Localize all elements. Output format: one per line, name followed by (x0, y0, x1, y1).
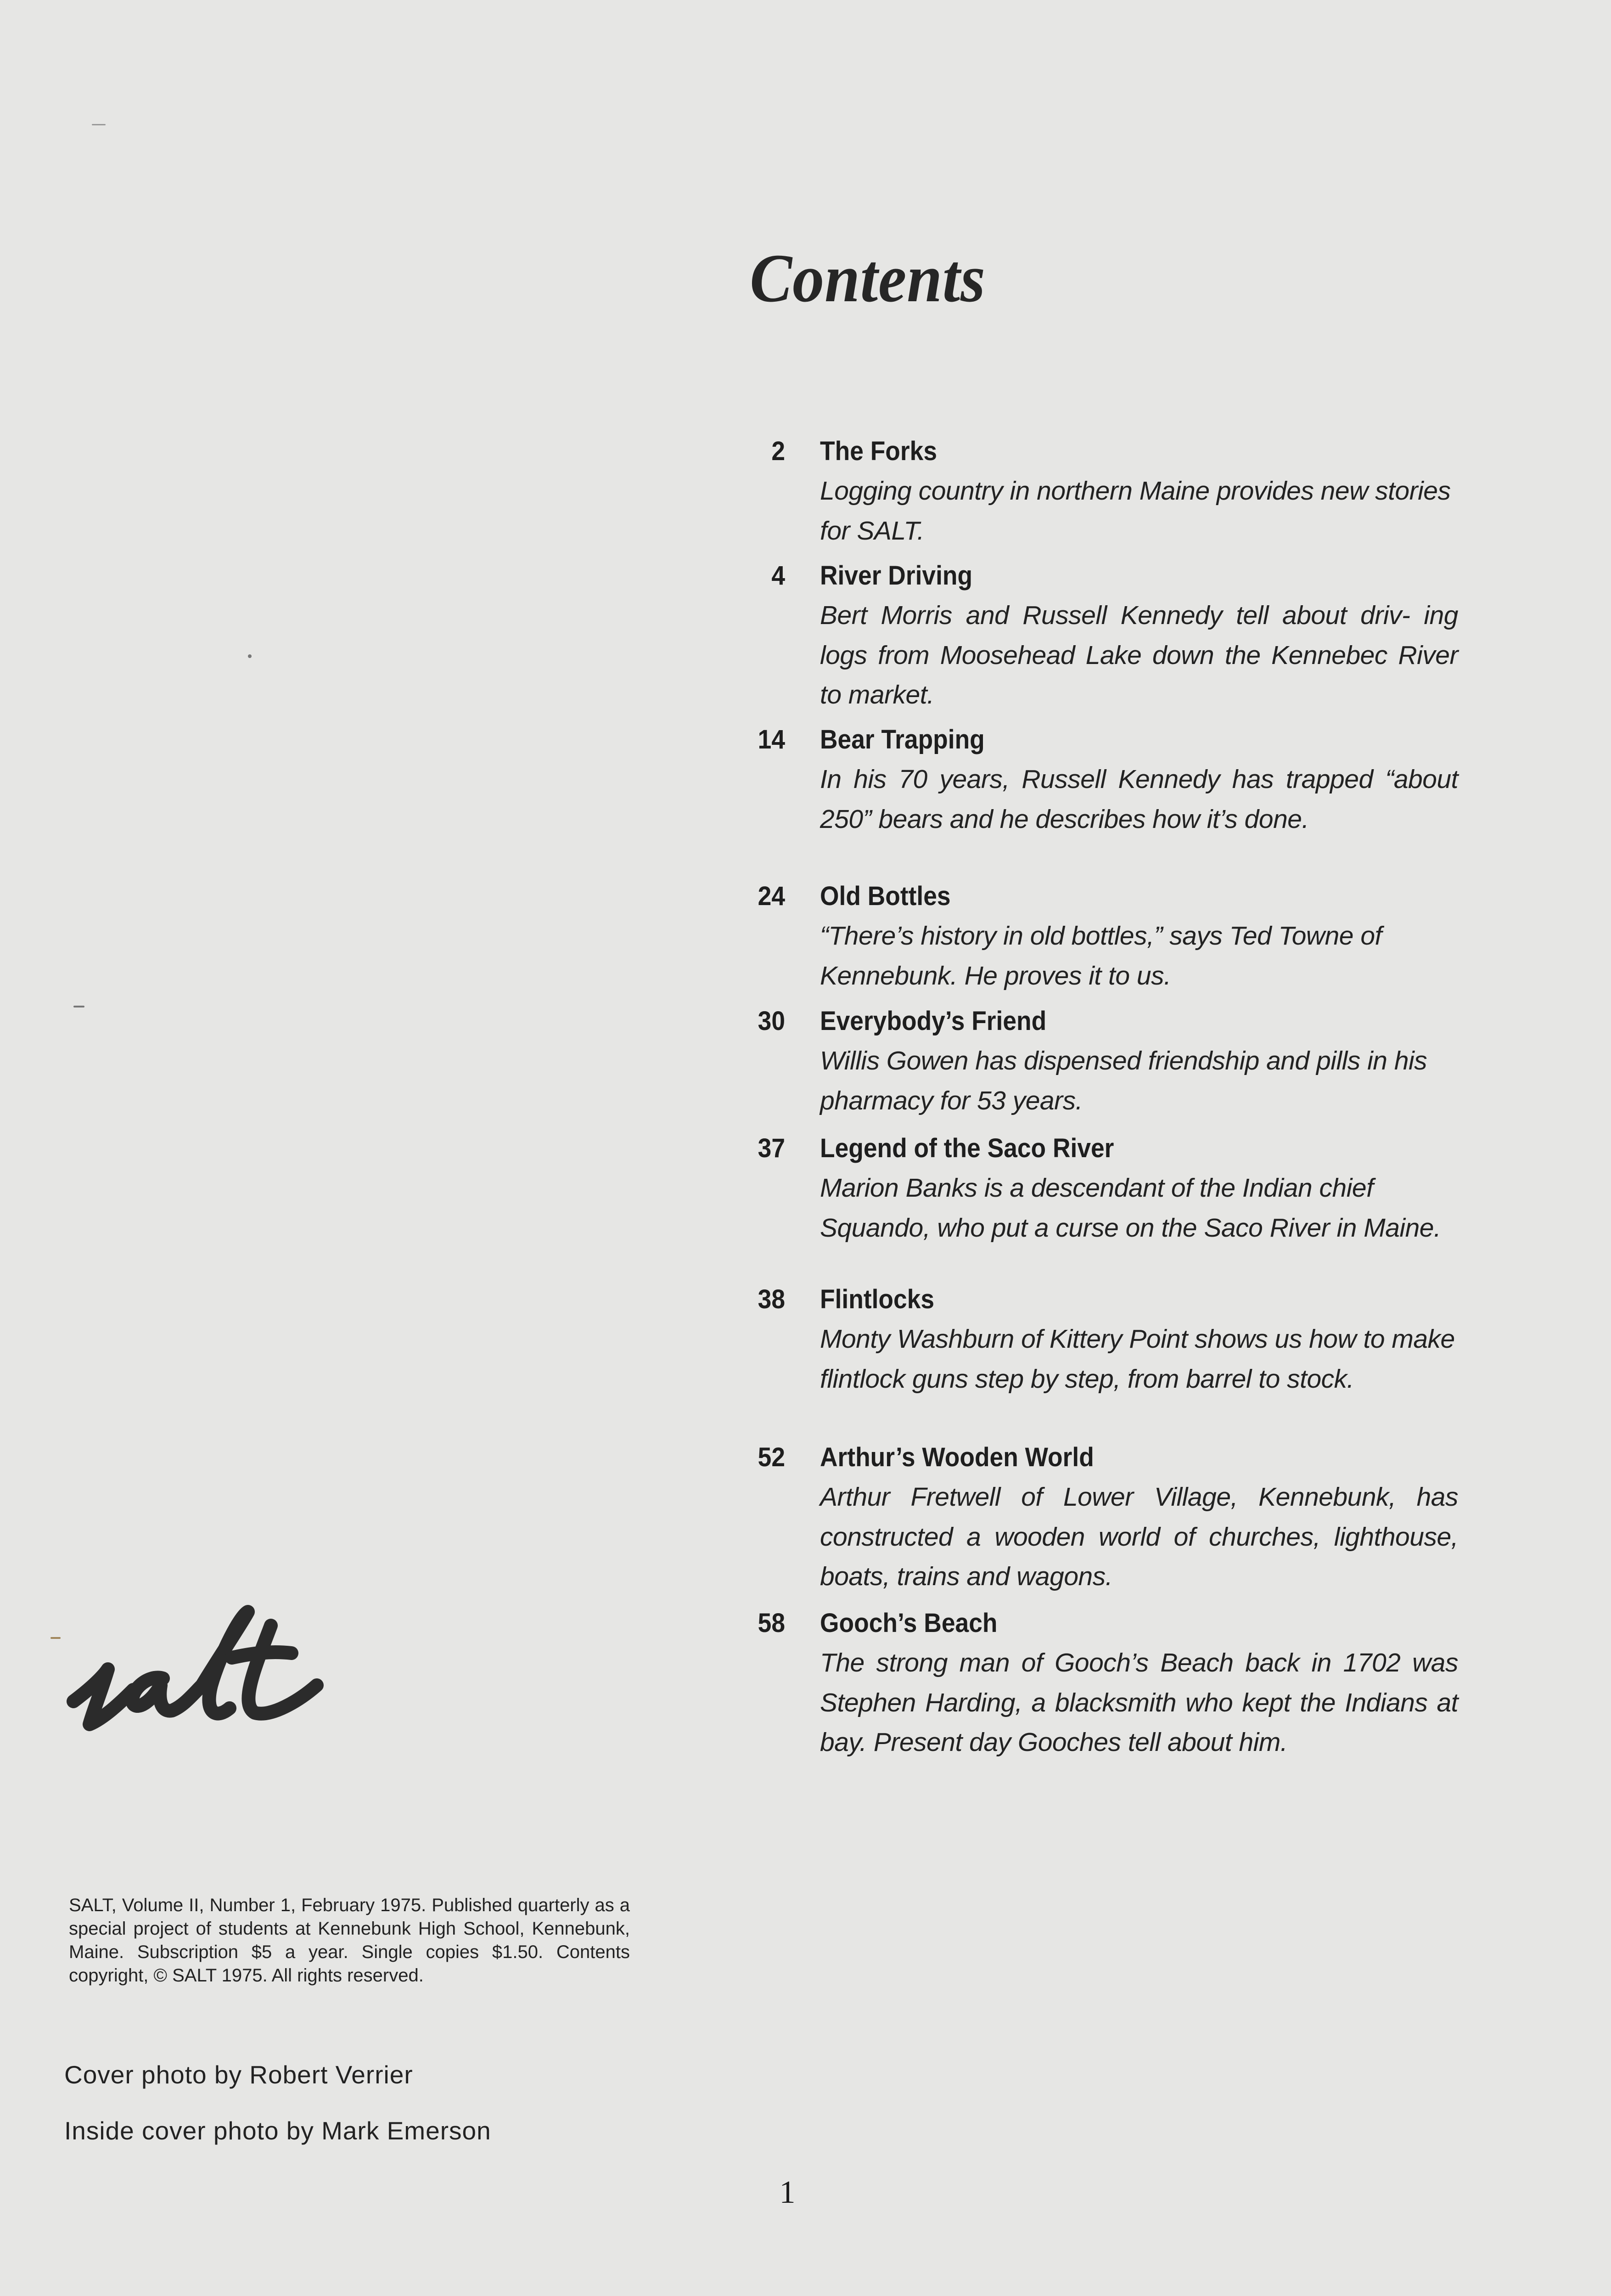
salt-logo (64, 1593, 340, 1750)
inside-cover-photo-credit: Inside cover photo by Mark Emerson (64, 2116, 491, 2145)
entry-page-number: 37 (758, 1133, 785, 1163)
entry-page-number: 38 (758, 1284, 785, 1314)
page-number: 1 (779, 2175, 796, 2210)
paper-mark (92, 124, 106, 125)
entry-page-number: 24 (758, 881, 785, 911)
entry-description: “There’s history in old bottles,” says Ted Towne of Kennebunk. He proves it to us. (820, 921, 1382, 990)
entry-title: River Driving (820, 561, 973, 591)
entry-page-number: 30 (758, 1006, 785, 1036)
entry-description: Bert Morris and Russell Kennedy tell about driv- ing logs from Moosehead Lake down the Kennebec River to market. (820, 601, 1458, 709)
entry-title: Legend of the Saco River (820, 1133, 1114, 1163)
entry-page-number: 14 (758, 725, 785, 754)
entry-description: Logging country in northern Maine provides new stories for SALT. (820, 476, 1451, 546)
entry-description: The strong man of Gooch’s Beach back in 1702 was Stephen Harding, a blacksmith who kept the Indians at bay. Present day Gooches tell about him. (820, 1648, 1458, 1757)
entry-page-number: 58 (758, 1608, 785, 1638)
entry-description: Arthur Fretwell of Lower Village, Kennebunk, has constructed a wooden world of churches, lighthouse, boats, trains and wagons. (820, 1482, 1458, 1591)
paper-mark (51, 1637, 61, 1639)
entry-title: Everybody’s Friend (820, 1006, 1047, 1036)
entry-page-number: 2 (771, 436, 785, 466)
entry-description: Willis Gowen has dispensed friendship and pills in his pharmacy for 53 years. (820, 1046, 1427, 1115)
paper-speck (248, 654, 252, 658)
entry-description: Marion Banks is a descendant of the Indian chief Squando, who put a curse on the Saco River in Maine. (820, 1173, 1441, 1243)
entry-title: Gooch’s Beach (820, 1608, 998, 1638)
entry-title: Flintlocks (820, 1284, 935, 1314)
entry-description: Monty Washburn of Kittery Point shows us how to make flintlock guns step by step, from barrel to stock. (820, 1324, 1455, 1394)
cover-photo-credit: Cover photo by Robert Verrier (64, 2060, 413, 2089)
publication-note: SALT, Volume II, Number 1, February 1975. Published quarterly as a special project of students at Kennebunk High School, Kennebunk, Maine. Subscription $5 a year. Single copies $1.50. Contents copyright, © SALT 1975. All rights reserved. (69, 1895, 630, 1986)
entry-page-number: 52 (758, 1442, 785, 1472)
page-title: Contents (750, 240, 986, 316)
entry-title: The Forks (820, 436, 937, 466)
paper-mark (73, 1006, 84, 1007)
entry-title: Old Bottles (820, 881, 951, 911)
entry-description: In his 70 years, Russell Kennedy has trapped “about 250” bears and he describes how it’s done. (820, 765, 1458, 834)
entry-title: Arthur’s Wooden World (820, 1442, 1094, 1472)
entry-title: Bear Trapping (820, 725, 985, 754)
entry-page-number: 4 (771, 561, 785, 591)
